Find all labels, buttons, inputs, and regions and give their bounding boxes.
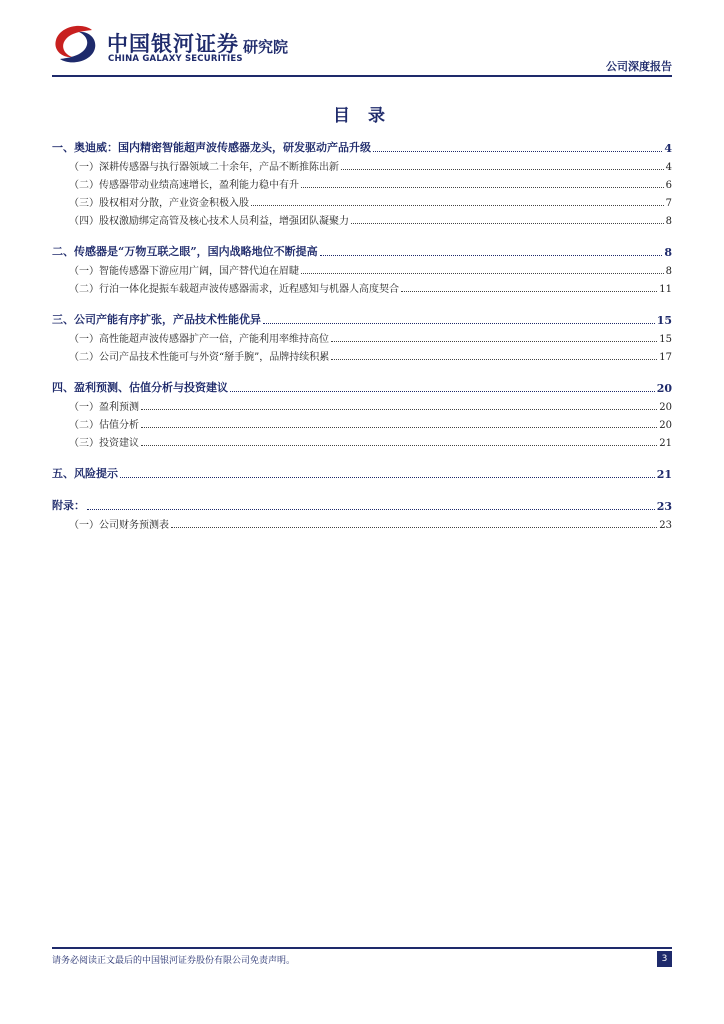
toc-leader-dots xyxy=(351,223,664,224)
toc-entry-page: 21 xyxy=(656,468,672,481)
toc-leader-dots xyxy=(301,187,664,188)
toc-section-entry[interactable] xyxy=(52,303,672,327)
toc-subsection-entry[interactable] xyxy=(52,191,672,209)
toc-entry-page: 8 xyxy=(665,266,672,277)
toc-section-entry[interactable] xyxy=(52,489,672,513)
toc-entry-label: （一）深耕传感器与执行器领域二十余年，产品不断推陈出新 xyxy=(69,162,339,173)
toc-entry-label: 一、奥迪威：国内精密智能超声波传感器龙头，研发驱动产品升级 xyxy=(52,141,371,154)
toc-section-entry[interactable] xyxy=(52,131,672,155)
toc-entry-label: （二）估值分析 xyxy=(69,420,139,431)
footer-divider xyxy=(52,947,672,949)
toc-entry-label: （一）高性能超声波传感器扩产一倍，产能利用率维持高位 xyxy=(69,334,329,345)
toc-subsection-entry[interactable] xyxy=(52,209,672,227)
toc-section-entry[interactable] xyxy=(52,235,672,259)
toc-entry-label: 五、风险提示 xyxy=(52,467,118,480)
toc-leader-dots xyxy=(141,409,657,410)
toc-spacer xyxy=(52,481,672,489)
toc-entry-label: （三）投资建议 xyxy=(69,438,139,449)
toc-title: 目 录 xyxy=(333,106,391,126)
toc-entry-label: 附录： xyxy=(52,499,85,512)
toc-entry-label: （四）股权激励绑定高管及核心技术人员利益，增强团队凝聚力 xyxy=(69,216,349,227)
toc-spacer xyxy=(52,295,672,303)
toc-leader-dots xyxy=(141,427,657,428)
toc-entry-label: （二）传感器带动业绩高速增长，盈利能力稳中有升 xyxy=(69,180,299,191)
toc-entry-page: 4 xyxy=(664,142,672,155)
toc-entry-page: 20 xyxy=(656,382,672,395)
toc-section-entry[interactable] xyxy=(52,371,672,395)
toc-entry-page: 4 xyxy=(665,162,672,173)
galaxy-logo-icon xyxy=(52,24,98,64)
institute-label: 研究院 xyxy=(243,38,289,56)
toc-leader-dots xyxy=(331,341,657,342)
toc-leader-dots xyxy=(320,255,663,256)
toc-subsection-entry[interactable] xyxy=(52,395,672,413)
toc-entry-label: 三、公司产能有序扩张，产品技术性能优异 xyxy=(52,313,261,326)
toc-entry-label: （一）公司财务预测表 xyxy=(69,520,169,531)
footer-disclaimer: 请务必阅读正文最后的中国银河证券股份有限公司免责声明。 xyxy=(52,956,296,966)
report-type-label: 公司深度报告 xyxy=(606,60,672,73)
toc-leader-dots xyxy=(401,291,657,292)
toc-section-entry[interactable] xyxy=(52,457,672,481)
toc-leader-dots xyxy=(331,359,657,360)
toc-leader-dots xyxy=(120,477,655,478)
toc-subsection-entry[interactable] xyxy=(52,513,672,531)
toc-leader-dots xyxy=(341,169,664,170)
toc-entry-page: 15 xyxy=(659,334,672,345)
toc-subsection-entry[interactable] xyxy=(52,173,672,191)
toc-entry-page: 23 xyxy=(656,500,672,513)
toc-entry-label: （二）行泊一体化提振车载超声波传感器需求，近程感知与机器人高度契合 xyxy=(69,284,399,295)
toc-leader-dots xyxy=(263,323,655,324)
toc-leader-dots xyxy=(251,205,664,206)
company-name-en: CHINA GALAXY SECURITIES xyxy=(108,54,243,64)
page-number: 3 xyxy=(657,951,672,967)
toc-subsection-entry[interactable] xyxy=(52,413,672,431)
toc-entry-page: 6 xyxy=(665,180,672,191)
toc-spacer xyxy=(52,363,672,371)
toc-entry-label: （二）公司产品技术性能可与外资“掰手腕”，品牌持续积累 xyxy=(69,352,330,363)
page-header xyxy=(0,0,724,80)
toc-entry-page: 21 xyxy=(659,438,672,449)
toc-entry-label: 四、盈利预测、估值分析与投资建议 xyxy=(52,381,228,394)
toc-leader-dots xyxy=(301,273,664,274)
toc-leader-dots xyxy=(141,445,657,446)
table-of-contents xyxy=(52,131,672,531)
toc-subsection-entry[interactable] xyxy=(52,327,672,345)
toc-entry-label: （三）股权相对分散，产业资金积极入股 xyxy=(69,198,249,209)
toc-subsection-entry[interactable] xyxy=(52,345,672,363)
toc-leader-dots xyxy=(171,527,657,528)
toc-subsection-entry[interactable] xyxy=(52,277,672,295)
toc-entry-page: 20 xyxy=(659,402,672,413)
toc-entry-label: （一）盈利预测 xyxy=(69,402,139,413)
toc-entry-page: 8 xyxy=(665,216,672,227)
toc-subsection-entry[interactable] xyxy=(52,155,672,173)
toc-entry-page: 7 xyxy=(665,198,672,209)
toc-spacer xyxy=(52,449,672,457)
toc-entry-page: 17 xyxy=(659,352,672,363)
toc-entry-page: 11 xyxy=(659,284,672,295)
toc-subsection-entry[interactable] xyxy=(52,431,672,449)
toc-leader-dots xyxy=(373,151,662,152)
toc-entry-page: 20 xyxy=(659,420,672,431)
toc-leader-dots xyxy=(230,391,655,392)
toc-entry-label: 二、传感器是“万物互联之眼”，国内战略地位不断提高 xyxy=(52,245,318,258)
toc-subsection-entry[interactable] xyxy=(52,259,672,277)
toc-entry-label: （一）智能传感器下游应用广阔，国产替代迫在眉睫 xyxy=(69,266,299,277)
toc-leader-dots xyxy=(87,509,655,510)
company-name-cn: 中国银河证券 xyxy=(107,32,239,56)
header-divider xyxy=(52,75,672,77)
toc-spacer xyxy=(52,227,672,235)
toc-entry-page: 15 xyxy=(656,314,672,327)
toc-entry-page: 8 xyxy=(664,246,672,259)
toc-entry-page: 23 xyxy=(659,520,672,531)
